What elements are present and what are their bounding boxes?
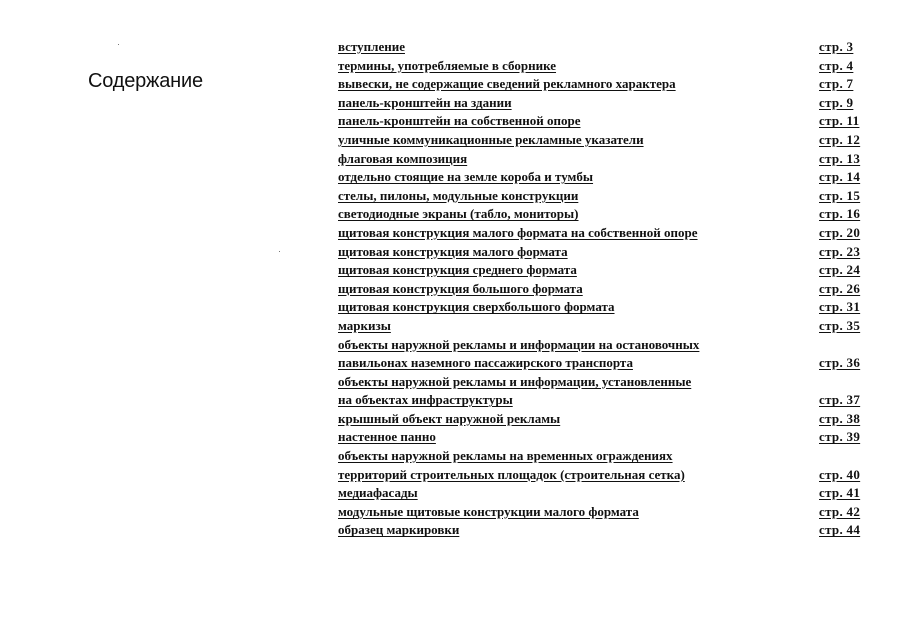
- toc-entry-title[interactable]: уличные коммуникационные рекламные указатели: [338, 131, 644, 147]
- toc-entry[interactable]: [338, 466, 878, 485]
- toc-entry[interactable]: [338, 317, 878, 336]
- toc-entry[interactable]: [338, 373, 878, 392]
- toc-entry-page[interactable]: стр. 20: [819, 224, 861, 240]
- toc-entry-title[interactable]: светодиодные экраны (табло, мониторы): [338, 206, 579, 222]
- toc-entry-page[interactable]: стр. 36: [819, 355, 861, 371]
- page-title: Содержание: [88, 70, 203, 92]
- toc-entry-title[interactable]: флаговая композиция: [338, 150, 468, 166]
- toc-entry-title[interactable]: павильонах наземного пассажирского транспорта: [338, 355, 633, 371]
- toc-entry-page[interactable]: стр. 9: [819, 94, 854, 110]
- toc-entry[interactable]: [338, 410, 878, 429]
- toc-entry-title[interactable]: на объектах инфраструктуры: [338, 392, 513, 408]
- toc-entry-page[interactable]: стр. 38: [819, 410, 861, 426]
- toc-entry-page[interactable]: стр. 7: [819, 76, 854, 92]
- toc-entry[interactable]: [338, 447, 878, 466]
- toc-entry-page[interactable]: стр. 39: [819, 429, 861, 445]
- toc-entry-title[interactable]: отдельно стоящие на земле короба и тумбы: [338, 169, 594, 185]
- scan-speck: [118, 44, 119, 45]
- toc-entry-page[interactable]: стр. 15: [819, 187, 861, 203]
- toc-entry-page[interactable]: стр. 41: [819, 485, 861, 501]
- toc-entry-title[interactable]: объекты наружной рекламы на временных ограждениях: [338, 448, 673, 464]
- scan-speck: [279, 251, 280, 252]
- table-of-contents: [338, 38, 878, 540]
- toc-entry[interactable]: [338, 336, 878, 355]
- toc-entry-page[interactable]: стр. 13: [819, 150, 861, 166]
- toc-entry-page[interactable]: стр. 44: [819, 522, 861, 538]
- toc-entry[interactable]: [338, 280, 878, 299]
- toc-entry-title[interactable]: панель-кронштейн на здании: [338, 94, 512, 110]
- toc-entry[interactable]: [338, 38, 878, 57]
- toc-entry-title[interactable]: щитовая конструкция большого формата: [338, 280, 583, 296]
- toc-entry-title[interactable]: крышный объект наружной рекламы: [338, 410, 561, 426]
- toc-entry-title[interactable]: стелы, пилоны, модульные конструкции: [338, 187, 579, 203]
- toc-entry-title[interactable]: маркизы: [338, 317, 391, 333]
- toc-entry[interactable]: [338, 57, 878, 76]
- toc-entry[interactable]: [338, 131, 878, 150]
- toc-entry-page[interactable]: стр. 23: [819, 243, 861, 259]
- toc-entry[interactable]: [338, 94, 878, 113]
- toc-entry-title[interactable]: щитовая конструкция среднего формата: [338, 262, 577, 278]
- toc-entry[interactable]: [338, 391, 878, 410]
- toc-entry-title[interactable]: настенное панно: [338, 429, 436, 445]
- toc-entry[interactable]: [338, 205, 878, 224]
- toc-entry[interactable]: [338, 243, 878, 262]
- toc-entry[interactable]: [338, 354, 878, 373]
- toc-entry-title[interactable]: термины, употребляемые в сборнике: [338, 57, 557, 73]
- toc-entry[interactable]: [338, 298, 878, 317]
- toc-entry[interactable]: [338, 168, 878, 187]
- toc-entry-title[interactable]: модульные щитовые конструкции малого формата: [338, 503, 639, 519]
- toc-entry-title[interactable]: медиафасады: [338, 485, 418, 501]
- toc-entry[interactable]: [338, 428, 878, 447]
- toc-entry-title[interactable]: объекты наружной рекламы и информации, установленные: [338, 373, 692, 389]
- toc-entry-title[interactable]: щитовая конструкция сверхбольшого формата: [338, 299, 615, 315]
- toc-entry-page[interactable]: стр. 40: [819, 466, 861, 482]
- toc-entry[interactable]: [338, 150, 878, 169]
- toc-entry-title[interactable]: объекты наружной рекламы и информации на остановочных: [338, 336, 700, 352]
- toc-entry-page[interactable]: стр. 42: [819, 503, 861, 519]
- toc-entry-title[interactable]: территорий строительных площадок (строительная сетка): [338, 466, 685, 482]
- toc-entry-page[interactable]: стр. 12: [819, 131, 861, 147]
- toc-entry[interactable]: [338, 521, 878, 540]
- toc-entry-page[interactable]: стр. 24: [819, 262, 861, 278]
- toc-entry-title[interactable]: щитовая конструкция малого формата на собственной опоре: [338, 224, 698, 240]
- toc-entry-page[interactable]: стр. 11: [819, 113, 860, 129]
- toc-entry-page[interactable]: стр. 4: [819, 57, 854, 73]
- toc-entry-page[interactable]: стр. 3: [819, 39, 854, 54]
- toc-entry[interactable]: [338, 187, 878, 206]
- toc-entry-title[interactable]: вступление: [338, 39, 405, 54]
- toc-entry-page[interactable]: стр. 37: [819, 392, 861, 408]
- toc-entry-page[interactable]: стр. 35: [819, 317, 861, 333]
- toc-entry-page[interactable]: стр. 26: [819, 280, 861, 296]
- toc-entry[interactable]: [338, 75, 878, 94]
- toc-entry[interactable]: [338, 503, 878, 522]
- toc-entry[interactable]: [338, 112, 878, 131]
- toc-entry-title[interactable]: щитовая конструкция малого формата: [338, 243, 568, 259]
- toc-entry-page[interactable]: стр. 16: [819, 206, 861, 222]
- toc-entry[interactable]: [338, 261, 878, 280]
- toc-entry-title[interactable]: панель-кронштейн на собственной опоре: [338, 113, 581, 129]
- toc-entry-page[interactable]: стр. 31: [819, 299, 861, 315]
- toc-entry-page[interactable]: стр. 14: [819, 169, 861, 185]
- toc-entry-title[interactable]: вывески, не содержащие сведений рекламного характера: [338, 76, 676, 92]
- toc-entry[interactable]: [338, 484, 878, 503]
- toc-entry[interactable]: [338, 224, 878, 243]
- toc-entry-title[interactable]: образец маркировки: [338, 522, 460, 538]
